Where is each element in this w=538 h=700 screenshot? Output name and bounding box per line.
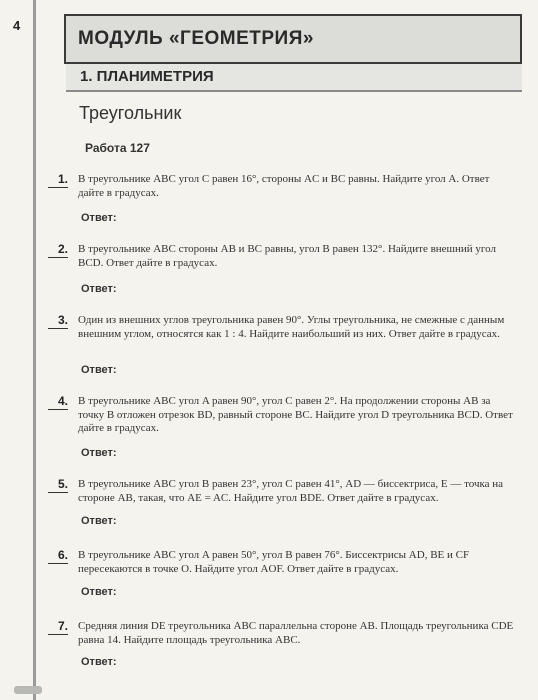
answer-label: Ответ:	[81, 364, 117, 376]
answer-label: Ответ:	[81, 212, 117, 224]
topic-title: Треугольник	[79, 103, 182, 123]
answer-label: Ответ:	[81, 447, 117, 459]
problem-number: 5.	[48, 477, 68, 493]
problem-number: 7.	[48, 619, 68, 635]
module-header	[64, 14, 522, 64]
problem-text: Один из внешних углов треугольника равен 90°. Углы треугольника, не смежные с данным внешним углом, относятся как 1 : 4. Найдите наибольший из них. Ответ дайте в градусах.	[78, 314, 505, 340]
problem-number: 6.	[48, 548, 68, 564]
section-title: 1. ПЛАНИМЕТРИЯ	[80, 68, 214, 85]
problem-text: В треугольнике ABC угол C равен 16°, стороны AC и BC равны. Найдите угол A. Ответ дайте в градусах.	[78, 173, 490, 199]
work-title: Работа 127	[85, 141, 150, 155]
page-corner-mark	[14, 686, 42, 694]
problem-number: 1.	[48, 172, 68, 188]
page-number: 4	[13, 18, 21, 33]
problem-text: Средняя линия DE треугольника ABC параллельна стороне AB. Площадь треугольника CDE равна 14. Найдите площадь треугольника ABC.	[78, 620, 514, 646]
problem-text: В треугольнике ABC стороны AB и BC равны, угол B равен 132°. Найдите внешний угол BCD. Ответ дайте в градусах.	[78, 243, 497, 269]
problem-number: 2.	[48, 242, 68, 258]
problem-text: В треугольнике ABC угол A равен 90°, угол C равен 2°. На продолжении стороны AB за точку B отложен отрезок BD, равный стороне BC. Найдите угол D треугольника BCD. Ответ дайте в градусах.	[78, 395, 513, 434]
answer-label: Ответ:	[81, 586, 117, 598]
problem-text: В треугольнике ABC угол A равен 50°, угол B равен 76°. Биссектрисы AD, BE и CF пересекаются в точке O. Найдите угол AOF. Ответ дайте в градусах.	[78, 549, 470, 575]
answer-label: Ответ:	[81, 656, 117, 668]
problem-number: 4.	[48, 394, 68, 410]
answer-label: Ответ:	[81, 283, 117, 295]
answer-label: Ответ:	[81, 515, 117, 527]
section-header	[66, 64, 522, 92]
problem-text: В треугольнике ABC угол B равен 23°, угол C равен 41°, AD — биссектриса, E — точка на стороне AB, такая, что AE = AC. Найдите угол BDE. Ответ дайте в градусах.	[78, 478, 504, 504]
problem-number: 3.	[48, 313, 68, 329]
module-title: МОДУЛЬ «ГЕОМЕТРИЯ»	[78, 28, 314, 49]
vertical-rule	[33, 0, 36, 700]
